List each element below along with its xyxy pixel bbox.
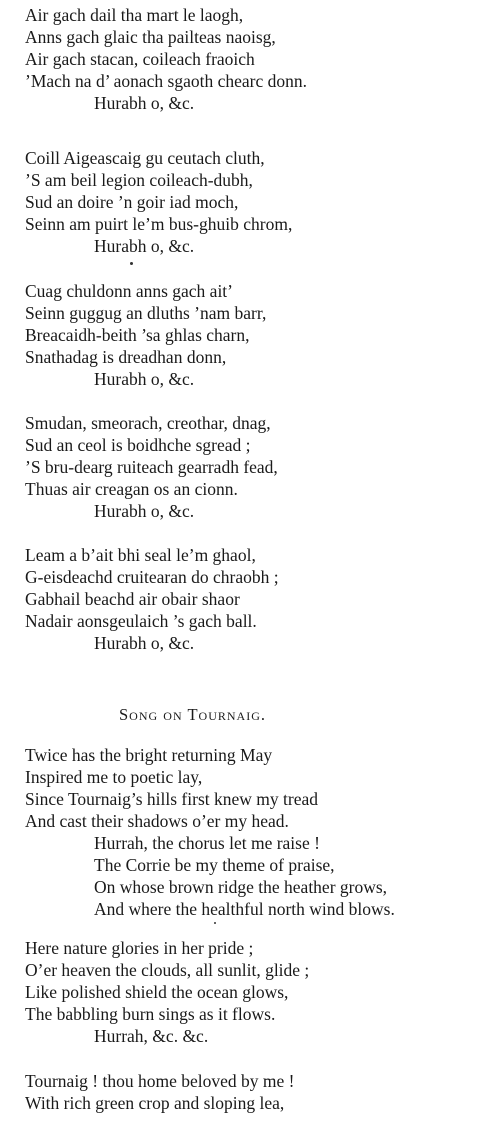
verse-line: Tournaig ! thou home beloved by me ! <box>25 1071 295 1091</box>
verse-line: Air gach dail tha mart le laogh, <box>25 5 244 25</box>
verse-line: Seinn guggug an dluths ’nam barr, <box>25 303 267 323</box>
gaelic-stanza-4 <box>25 412 278 522</box>
ink-speck <box>130 262 133 265</box>
verse-line: Gabhail beachd air obair shaor <box>25 589 240 609</box>
gaelic-stanza-1 <box>25 4 307 114</box>
verse-line: G-eisdeachd cruitearan do chraobh ; <box>25 567 279 587</box>
gaelic-stanza-3 <box>25 280 266 390</box>
verse-line: ’S bru-dearg ruiteach gearradh fead, <box>25 457 278 477</box>
verse-line: With rich green crop and sloping lea, <box>25 1093 285 1113</box>
verse-line: Since Tournaig’s hills first knew my tread <box>25 789 318 809</box>
english-stanza-3 <box>25 1070 294 1114</box>
song-heading: Song on Tournaig. <box>119 705 266 724</box>
chorus-line: Hurrah, the chorus let me raise ! <box>94 833 320 853</box>
verse-line: Seinn am puirt le’m bus-ghuib chrom, <box>25 214 293 234</box>
refrain-line: Hurabh o, &c. <box>94 501 195 521</box>
verse-line: Here nature glories in her pride ; <box>25 938 254 958</box>
verse-line: Snathadag is dreadhan donn, <box>25 347 227 367</box>
chorus-line: The Corrie be my theme of praise, <box>94 855 335 875</box>
refrain-line: Hurabh o, &c. <box>94 236 195 256</box>
verse-line: ’S am beil legion coileach-dubh, <box>25 170 253 190</box>
verse-line: Smudan, smeorach, creothar, dnag, <box>25 413 271 433</box>
english-stanza-2 <box>25 937 309 1047</box>
chorus-line: On whose brown ridge the heather grows, <box>94 877 388 897</box>
gaelic-stanza-2 <box>25 147 292 257</box>
ink-speck <box>214 922 216 924</box>
english-stanza-1 <box>25 744 395 920</box>
verse-line: ’Mach na d’ aonach sgaoth chearc donn. <box>25 71 307 91</box>
refrain-line: Hurabh o, &c. <box>94 369 195 389</box>
verse-line: Breacaidh-beith ’sa ghlas charn, <box>25 325 250 345</box>
verse-line: The babbling burn sings as it flows. <box>25 1004 276 1024</box>
verse-line: Twice has the bright returning May <box>25 745 273 765</box>
refrain-line: Hurabh o, &c. <box>94 633 195 653</box>
verse-line: Cuag chuldonn anns gach ait’ <box>25 281 234 301</box>
verse-line: O’er heaven the clouds, all sunlit, glide ; <box>25 960 310 980</box>
verse-line: Like polished shield the ocean glows, <box>25 982 289 1002</box>
verse-line: Thuas air creagan os an cionn. <box>25 479 238 499</box>
verse-line: And cast their shadows o’er my head. <box>25 811 289 831</box>
verse-line: Inspired me to poetic lay, <box>25 767 203 787</box>
refrain-line: Hurabh o, &c. <box>94 93 195 113</box>
verse-line: Coill Aigeascaig gu ceutach cluth, <box>25 148 265 168</box>
verse-line: Sud an doire ’n goir iad moch, <box>25 192 239 212</box>
verse-line: Nadair aonsgeulaich ’s gach ball. <box>25 611 257 631</box>
verse-line: Air gach stacan, coileach fraoich <box>25 49 255 69</box>
gaelic-stanza-5 <box>25 544 279 654</box>
verse-line: Anns gach glaic tha pailteas naoisg, <box>25 27 276 47</box>
chorus-line: Hurrah, &c. &c. <box>94 1026 209 1046</box>
chorus-line: And where the healthful north wind blows. <box>94 899 395 919</box>
verse-line: Sud an ceol is boidhche sgread ; <box>25 435 251 455</box>
verse-line: Leam a b’ait bhi seal le’m ghaol, <box>25 545 256 565</box>
